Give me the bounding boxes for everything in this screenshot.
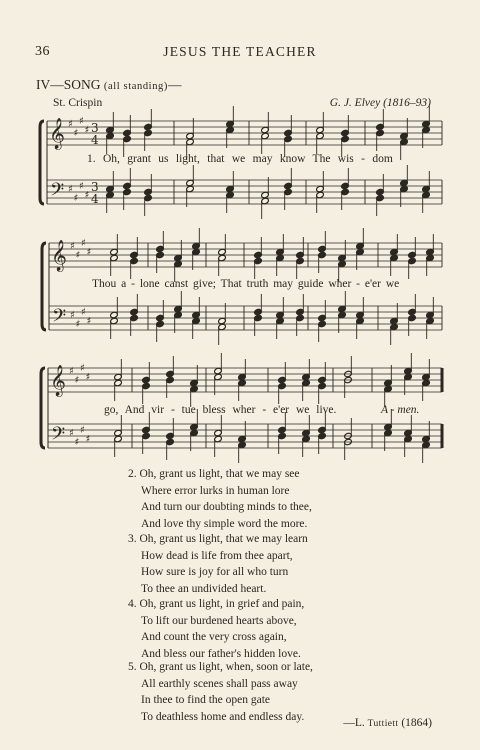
lyrics-system-1: 1. Oh, grant us light, that we may know The wis - dom	[87, 153, 393, 165]
sharp-sign: ♯	[81, 238, 86, 249]
stanza-line: To thee an undivided heart.	[141, 582, 267, 595]
stanza-number: 3.	[128, 533, 137, 545]
sharp-sign: ♯	[69, 428, 74, 439]
treble-clef: 𝄞	[49, 118, 65, 149]
sharp-sign: ♯	[69, 366, 74, 377]
sharp-sign: ♯	[85, 372, 91, 383]
stanza-4	[128, 596, 304, 662]
stanza-line: All earthly scenes shall pass away	[141, 677, 298, 690]
treble-clef: 𝄞	[51, 240, 67, 271]
stanza-5	[128, 659, 313, 725]
sharp-sign: ♯	[86, 316, 92, 327]
sharp-sign: ♯	[81, 307, 86, 318]
author-credit	[343, 717, 432, 729]
author-dash: —L.	[343, 717, 368, 729]
stanza-line: Oh, grant us light, that we may see	[139, 468, 300, 480]
time-signature: 3	[91, 180, 99, 194]
stanza-line: Oh, grant us light, that we may learn	[139, 533, 308, 545]
lyrics-system-3: go, And vir - tue bless wher - e'er we live.	[104, 404, 337, 416]
bass-clef: 𝄢	[52, 306, 67, 331]
sharp-sign: ♯	[70, 241, 75, 252]
sharp-sign: ♯	[85, 434, 91, 445]
system-bracket	[40, 121, 44, 204]
section-label: IV—SONG	[36, 77, 101, 92]
bass-clef: 𝄢	[50, 180, 65, 205]
sharp-sign: ♯	[79, 181, 84, 192]
sharp-sign: ♯	[84, 190, 90, 201]
sharp-sign: ♯	[68, 184, 73, 195]
stanza-number: 4.	[128, 598, 137, 610]
stanza-line: How sure is joy for all who turn	[141, 566, 289, 579]
stanza-line: Where error lurks in human lore	[141, 484, 290, 497]
stanza-line: Oh, grant us light, when, soon or late,	[139, 661, 313, 673]
bass-clef: 𝄢	[51, 424, 66, 449]
sharp-sign: ♯	[79, 116, 84, 127]
sharp-sign: ♯	[80, 425, 85, 436]
author-name: Tuttiett	[367, 719, 399, 729]
stanza-number: 5.	[128, 661, 137, 673]
sharp-sign: ♯	[75, 319, 81, 330]
sharp-sign: ♯	[74, 375, 80, 386]
sharp-sign: ♯	[86, 247, 92, 258]
system-bracket	[41, 368, 45, 448]
amen: A - men.	[381, 404, 420, 416]
section-trail: —	[168, 77, 182, 92]
stanza-line: And bless our father's hidden love.	[141, 647, 301, 660]
lyrics-system-2: Thou a - lone canst give; That truth may guide wher - e'er we	[92, 278, 400, 290]
sharp-sign: ♯	[74, 437, 80, 448]
sharp-sign: ♯	[84, 125, 90, 136]
sharp-sign: ♯	[68, 119, 73, 130]
composer: G. J. Elvey (1816–93)	[329, 97, 431, 109]
sharp-sign: ♯	[75, 250, 81, 261]
stanza-line: To lift our burdened hearts above,	[141, 614, 297, 627]
stanza-line: In thee to find the open gate	[141, 694, 271, 707]
time-signature: 4	[91, 192, 99, 206]
author-year: (1864)	[398, 717, 432, 729]
stanza-line: Oh, grant us light, in grief and pain,	[139, 598, 305, 610]
page-title: JESUS THE TEACHER	[163, 44, 317, 59]
page-number: 36	[35, 44, 50, 59]
time-signature: 3	[91, 121, 99, 135]
stanza-line: And count the very cross again,	[141, 631, 287, 644]
stanza-2	[128, 466, 312, 532]
time-signature: 4	[91, 133, 99, 147]
sharp-sign: ♯	[80, 363, 85, 374]
system-bracket	[42, 243, 46, 330]
section-note: (all standing)	[103, 81, 168, 92]
stanza-3	[128, 531, 308, 597]
stanza-line: To deathless home and endless day.	[141, 710, 305, 723]
stanza-number: 2.	[128, 468, 137, 480]
sharp-sign: ♯	[73, 128, 79, 139]
sharp-sign: ♯	[73, 193, 79, 204]
tune-name: St. Crispin	[53, 97, 103, 109]
treble-clef: 𝄞	[50, 365, 66, 396]
sharp-sign: ♯	[70, 310, 75, 321]
stanza-line: And turn our doubting minds to thee,	[141, 501, 312, 514]
stanza-line: How dead is life from thee apart,	[141, 549, 293, 562]
stanza-line: And love thy simple word the more.	[141, 517, 308, 530]
